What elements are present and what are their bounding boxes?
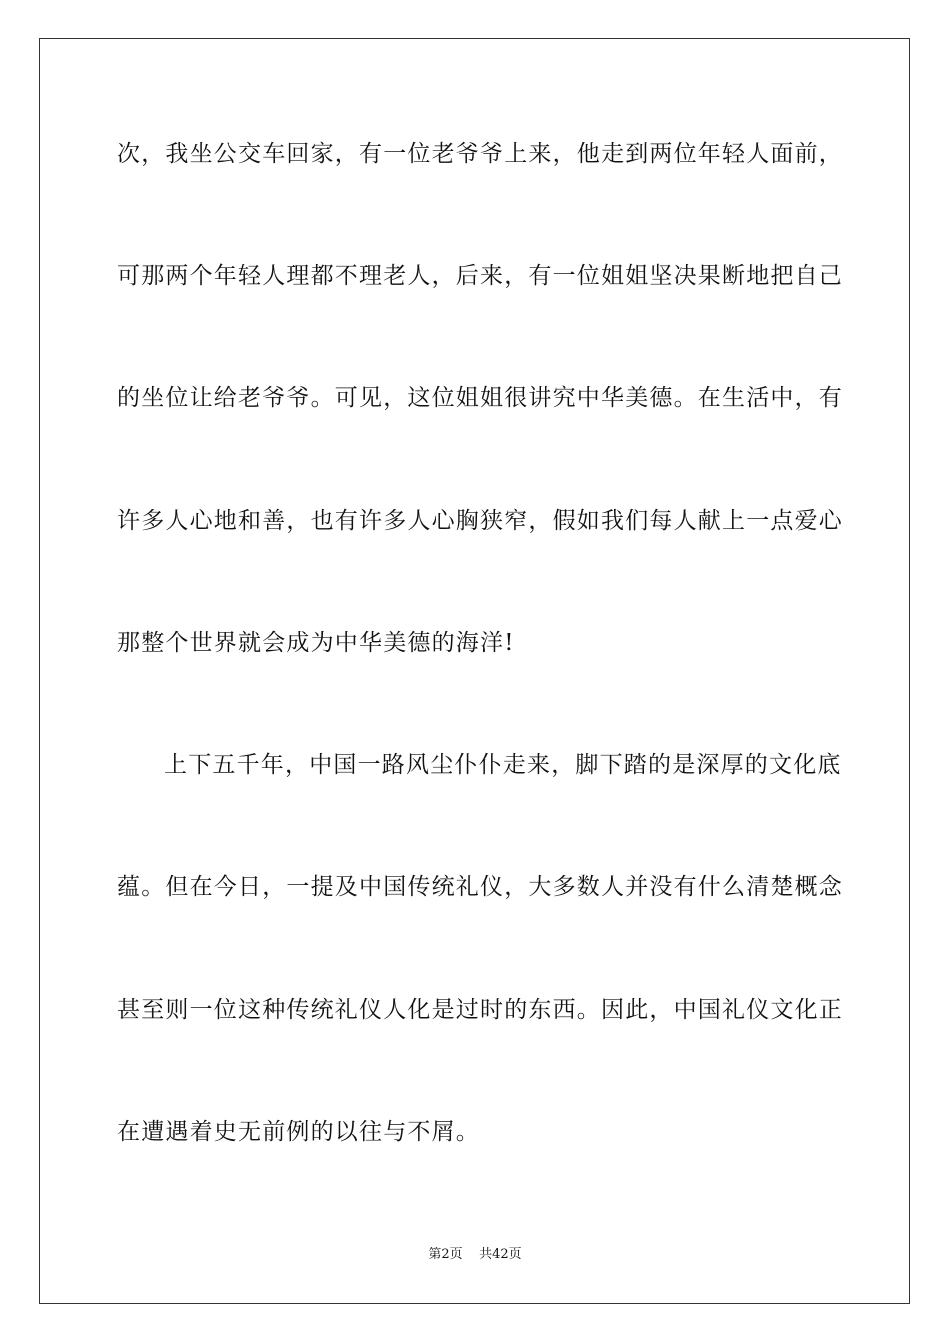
text-line: 甚至则一位这种传统礼仪人化是过时的东西。因此，中国礼仪文化正 xyxy=(117,997,843,1023)
paragraph-first-line: 上下五千年，中国一路风尘仆仆走来，脚下踏的是深厚的文化底 xyxy=(164,752,842,778)
text-line: 可那两个年轻人理都不理老人，后来，有一位姐姐坚决果断地把自己 xyxy=(117,263,843,289)
text-line: 蕴。但在今日，一提及中国传统礼仪，大多数人并没有什么清楚概念 xyxy=(117,874,843,900)
text-line: 那整个世界就会成为中华美德的海洋! xyxy=(117,630,515,656)
text-line: 次，我坐公交车回家，有一位老爷爷上来，他走到两位年轻人面前， xyxy=(117,141,843,167)
text-line: 的坐位让给老爷爷。可见，这位姐姐很讲究中华美德。在生活中，有 xyxy=(117,385,843,411)
total-pages: 共42页 xyxy=(479,1247,522,1262)
page-footer xyxy=(0,1246,950,1264)
text-line: 在遭遇着史无前例的以往与不屑。 xyxy=(117,1119,480,1145)
text-line: 许多人心地和善，也有许多人心胸狭窄，假如我们每人献上一点爱心 xyxy=(117,508,843,534)
page-number: 第2页 xyxy=(428,1247,463,1262)
page-border xyxy=(39,38,910,1304)
